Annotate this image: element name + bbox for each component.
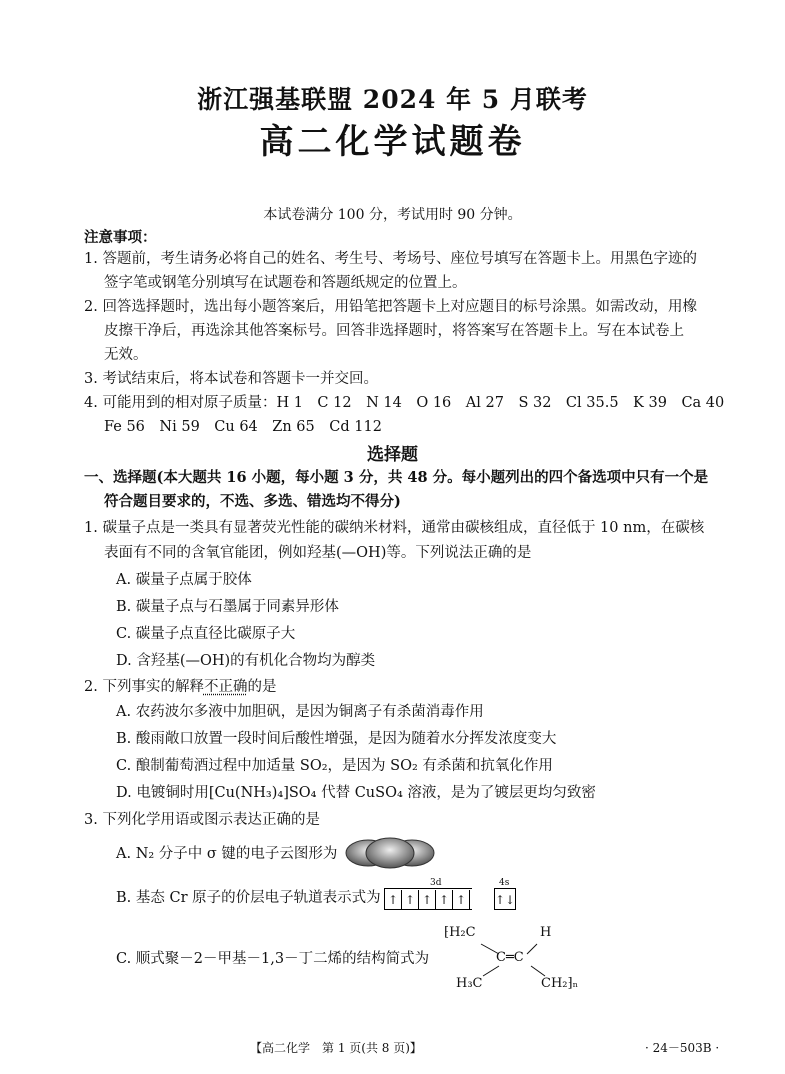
orbital-cell: ↑↓ xyxy=(495,893,516,907)
notes-heading: 注意事项： xyxy=(84,229,157,246)
orbital-cell: ↑ xyxy=(453,890,470,910)
q1-stem: 表面有不同的含氧官能团，例如羟基(—OH)等。下列说法正确的是 xyxy=(104,545,532,561)
struct-top-right: H xyxy=(540,925,552,940)
orbital-cell: ↑ xyxy=(436,890,453,910)
struct-bottom-right: CH₂⁆ₙ xyxy=(541,976,579,991)
q1-stem: 1. 碳量子点是一类具有显著荧光性能的碳纳米材料，通常由碳核组成，直径低于 10 nm，在碳核 xyxy=(84,520,705,536)
note-line: 签字笔或钢笔分别填写在试题卷和答题纸规定的位置上。 xyxy=(104,275,467,291)
sigma-bond-cloud-figure xyxy=(340,836,440,870)
section-intro: 符合题目要求的，不选、多选、错选均不得分) xyxy=(104,493,401,510)
note-line: 2. 回答选择题时，选出每小题答案后，用铅笔把答题卡上对应题目的标号涂黑。如需改动，用橡 xyxy=(84,299,697,315)
orbital-cell: ↑ xyxy=(385,890,402,910)
note-line: Fe 56 Ni 59 Cu 64 Zn 65 Cd 112 xyxy=(104,419,382,435)
section-title: 选择题 xyxy=(367,445,418,465)
note-line: 4. 可能用到的相对原子质量：H 1 C 12 N 14 O 16 Al 27 S 32 Cl 35.5 K 39 Ca 40 xyxy=(84,395,725,411)
exam-code: · 24－503B · xyxy=(645,1041,720,1055)
struct-top-left: ⁅H₂C xyxy=(444,925,476,940)
orbital-cell: ↑ xyxy=(419,890,436,910)
section-intro: 一、选择题(本大题共 16 小题，每小题 3 分，共 48 分。每小题列出的四个备选项中只有一个是 xyxy=(84,469,709,486)
q1-option-d: D. 含羟基(—OH)的有机化合物均为醇类 xyxy=(116,653,376,669)
struct-bonds xyxy=(475,940,555,980)
struct-bottom-left: H₃C xyxy=(456,976,483,991)
q2-option-a: A. 农药波尔多液中加胆矾，是因为铜离子有杀菌消毒作用 xyxy=(116,704,484,720)
q3-option-a: A. N₂ 分子中 σ 键的电子云图形为 xyxy=(116,846,338,862)
exam-info: 本试卷满分 100 分，考试用时 90 分钟。 xyxy=(263,207,522,223)
note-line: 3. 考试结束后，将本试卷和答题卡一并交回。 xyxy=(84,371,378,387)
q2-option-b: B. 酸雨敞口放置一段时间后酸性增强，是因为随着水分挥发浓度变大 xyxy=(116,731,557,747)
orbital-diagram-3d xyxy=(384,888,472,910)
orbital-diagram-4s xyxy=(494,888,516,910)
q2-option-c: C. 酿制葡萄酒过程中加适量 SO₂，是因为 SO₂ 有杀菌和抗氧化作用 xyxy=(116,758,553,774)
q2-stem: 2. 下列事实的解释不正确的是 xyxy=(84,679,277,695)
note-line: 1. 答题前，考生请务必将自己的姓名、考生号、考场号、座位号填写在答题卡上。用黑色字迹的 xyxy=(84,251,697,267)
q3-option-c: C. 顺式聚－2－甲基－1,3－丁二烯的结构简式为 xyxy=(116,951,430,967)
q2-option-d: D. 电镀铜时用[Cu(NH₃)₄]SO₄ 代替 CuSO₄ 溶液，是为了镀层更均匀致密 xyxy=(116,785,596,801)
q1-option-a: A. 碳量子点属于胶体 xyxy=(116,572,252,588)
note-line: 皮擦干净后，再选涂其他答案标号。回答非选择题时，将答案写在答题卡上。写在本试卷上 xyxy=(104,323,684,339)
page-footer: 【高二化学 第 1 页(共 8 页)】 xyxy=(250,1041,422,1055)
struct-center: C═C xyxy=(496,950,524,965)
exam-title-line1: 浙江强基联盟 2024 年 5 月联考 xyxy=(197,85,588,114)
q3-option-b: B. 基态 Cr 原子的价层电子轨道表示式为 xyxy=(116,890,381,906)
q1-option-c: C. 碳量子点直径比碳原子大 xyxy=(116,626,296,642)
q3-stem: 3. 下列化学用语或图示表达正确的是 xyxy=(84,812,320,828)
note-line: 无效。 xyxy=(104,347,148,363)
q1-option-b: B. 碳量子点与石墨属于同素异形体 xyxy=(116,599,339,615)
exam-title-line2: 高二化学试题卷 xyxy=(259,122,526,162)
orbital-label-3d: 3d xyxy=(430,878,442,888)
orbital-cell: ↑ xyxy=(402,890,419,910)
orbital-label-4s: 4s xyxy=(499,878,510,888)
